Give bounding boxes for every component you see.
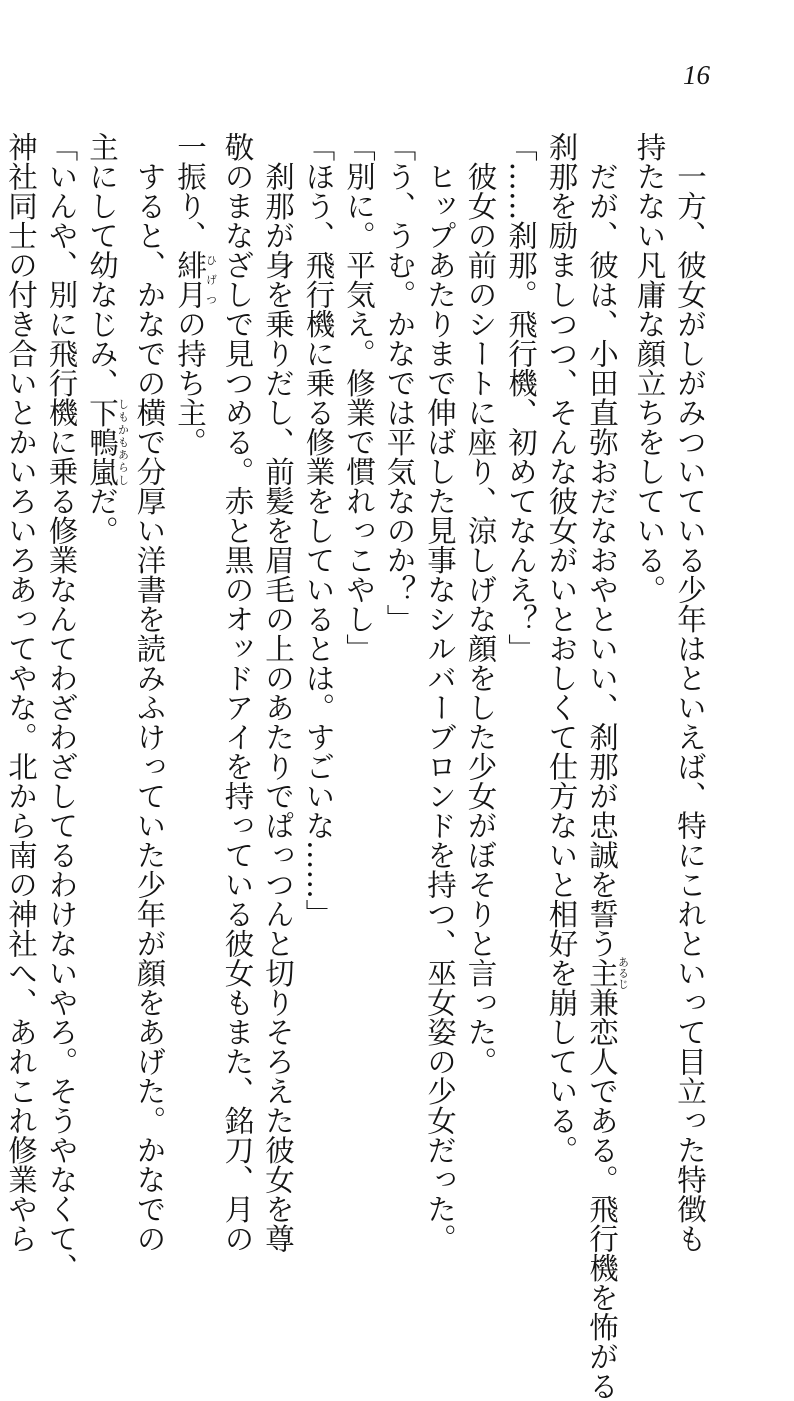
text-line-17: 神社同士の付き合いとかいろいろあってやな。北から南の神社へ、あれこれ修業やら xyxy=(4,132,38,1253)
body-text xyxy=(1,132,711,1401)
text-line-12: 敬のまなざしで見つめる。赤と黒のオッドアイを持っている彼女もまた、銘刀、月の xyxy=(220,132,255,1253)
text-line-4: 刹那を励ましつつ、そんな彼女がいとおしくて仕方ないと相好を崩している。 xyxy=(544,132,579,1165)
text-line-2: 持たない凡庸な顔立ちをしている。 xyxy=(632,132,667,604)
ruby-aruji-reading: あるじ xyxy=(616,956,630,990)
text-line-1: 一方、彼女がしがみついている少年はといえば、特にこれといって目立った特徴も xyxy=(673,132,707,1253)
text-line-11: 刹那が身を乗りだし、前髪を眉毛の上のあたりでぱっつんと切りそろえた彼女を尊 xyxy=(261,132,295,1253)
text-line-3: だが、彼は、小田直弥おだなおやといい、刹那が忠誠を誓う主あるじ兼恋人である。飛行機を怖がる xyxy=(585,132,630,1401)
ruby-shimokamoarashi: 下鴨嵐しもかもあらし xyxy=(85,397,130,486)
text-line-14: すると、かなでの横で分厚い洋書を読みふけっていた少年が顔をあげた。かなでの xyxy=(132,132,167,1253)
text-line-5: 「……刹那。飛行機、初めてなんえ？」 xyxy=(504,132,538,663)
text-line-16: 「いんや、別に飛行機に乗る修業なんてわざわざしてるわけないやろ。そうやなくて、 xyxy=(44,132,79,1283)
text-line-10: 「ほう、飛行機に乗る修業をしているとは。すごいな……」 xyxy=(301,132,336,929)
text-line-15: 主にして幼なじみ、下鴨嵐しもかもあらしだ。 xyxy=(85,132,130,545)
text-line-6: 彼女の前のシートに座り、涼しげな顔をした少女がぼそりと言った。 xyxy=(463,132,498,1076)
text-line-13: 一振り、緋月ひげつの持ち主。 xyxy=(173,132,218,457)
ruby-shimokamoarashi-reading: しもかもあらし xyxy=(116,397,130,486)
ruby-hizuki-reading: ひげつ xyxy=(204,250,218,309)
text-line-8: 「う、うむ。かなでは平気なのか？」 xyxy=(382,132,417,634)
text-line-7: ヒップあたりまで伸ばした見事なシルバーブロンドを持つ、巫女姿の少女だった。 xyxy=(423,132,457,1253)
text-line-9: 「別に。平気え。修業で慣れっこやし」 xyxy=(342,132,376,663)
page-number: 16 xyxy=(683,60,710,90)
ruby-hizuki: 緋月ひげつ xyxy=(173,250,218,309)
ruby-aruji: 主あるじ xyxy=(585,956,630,990)
